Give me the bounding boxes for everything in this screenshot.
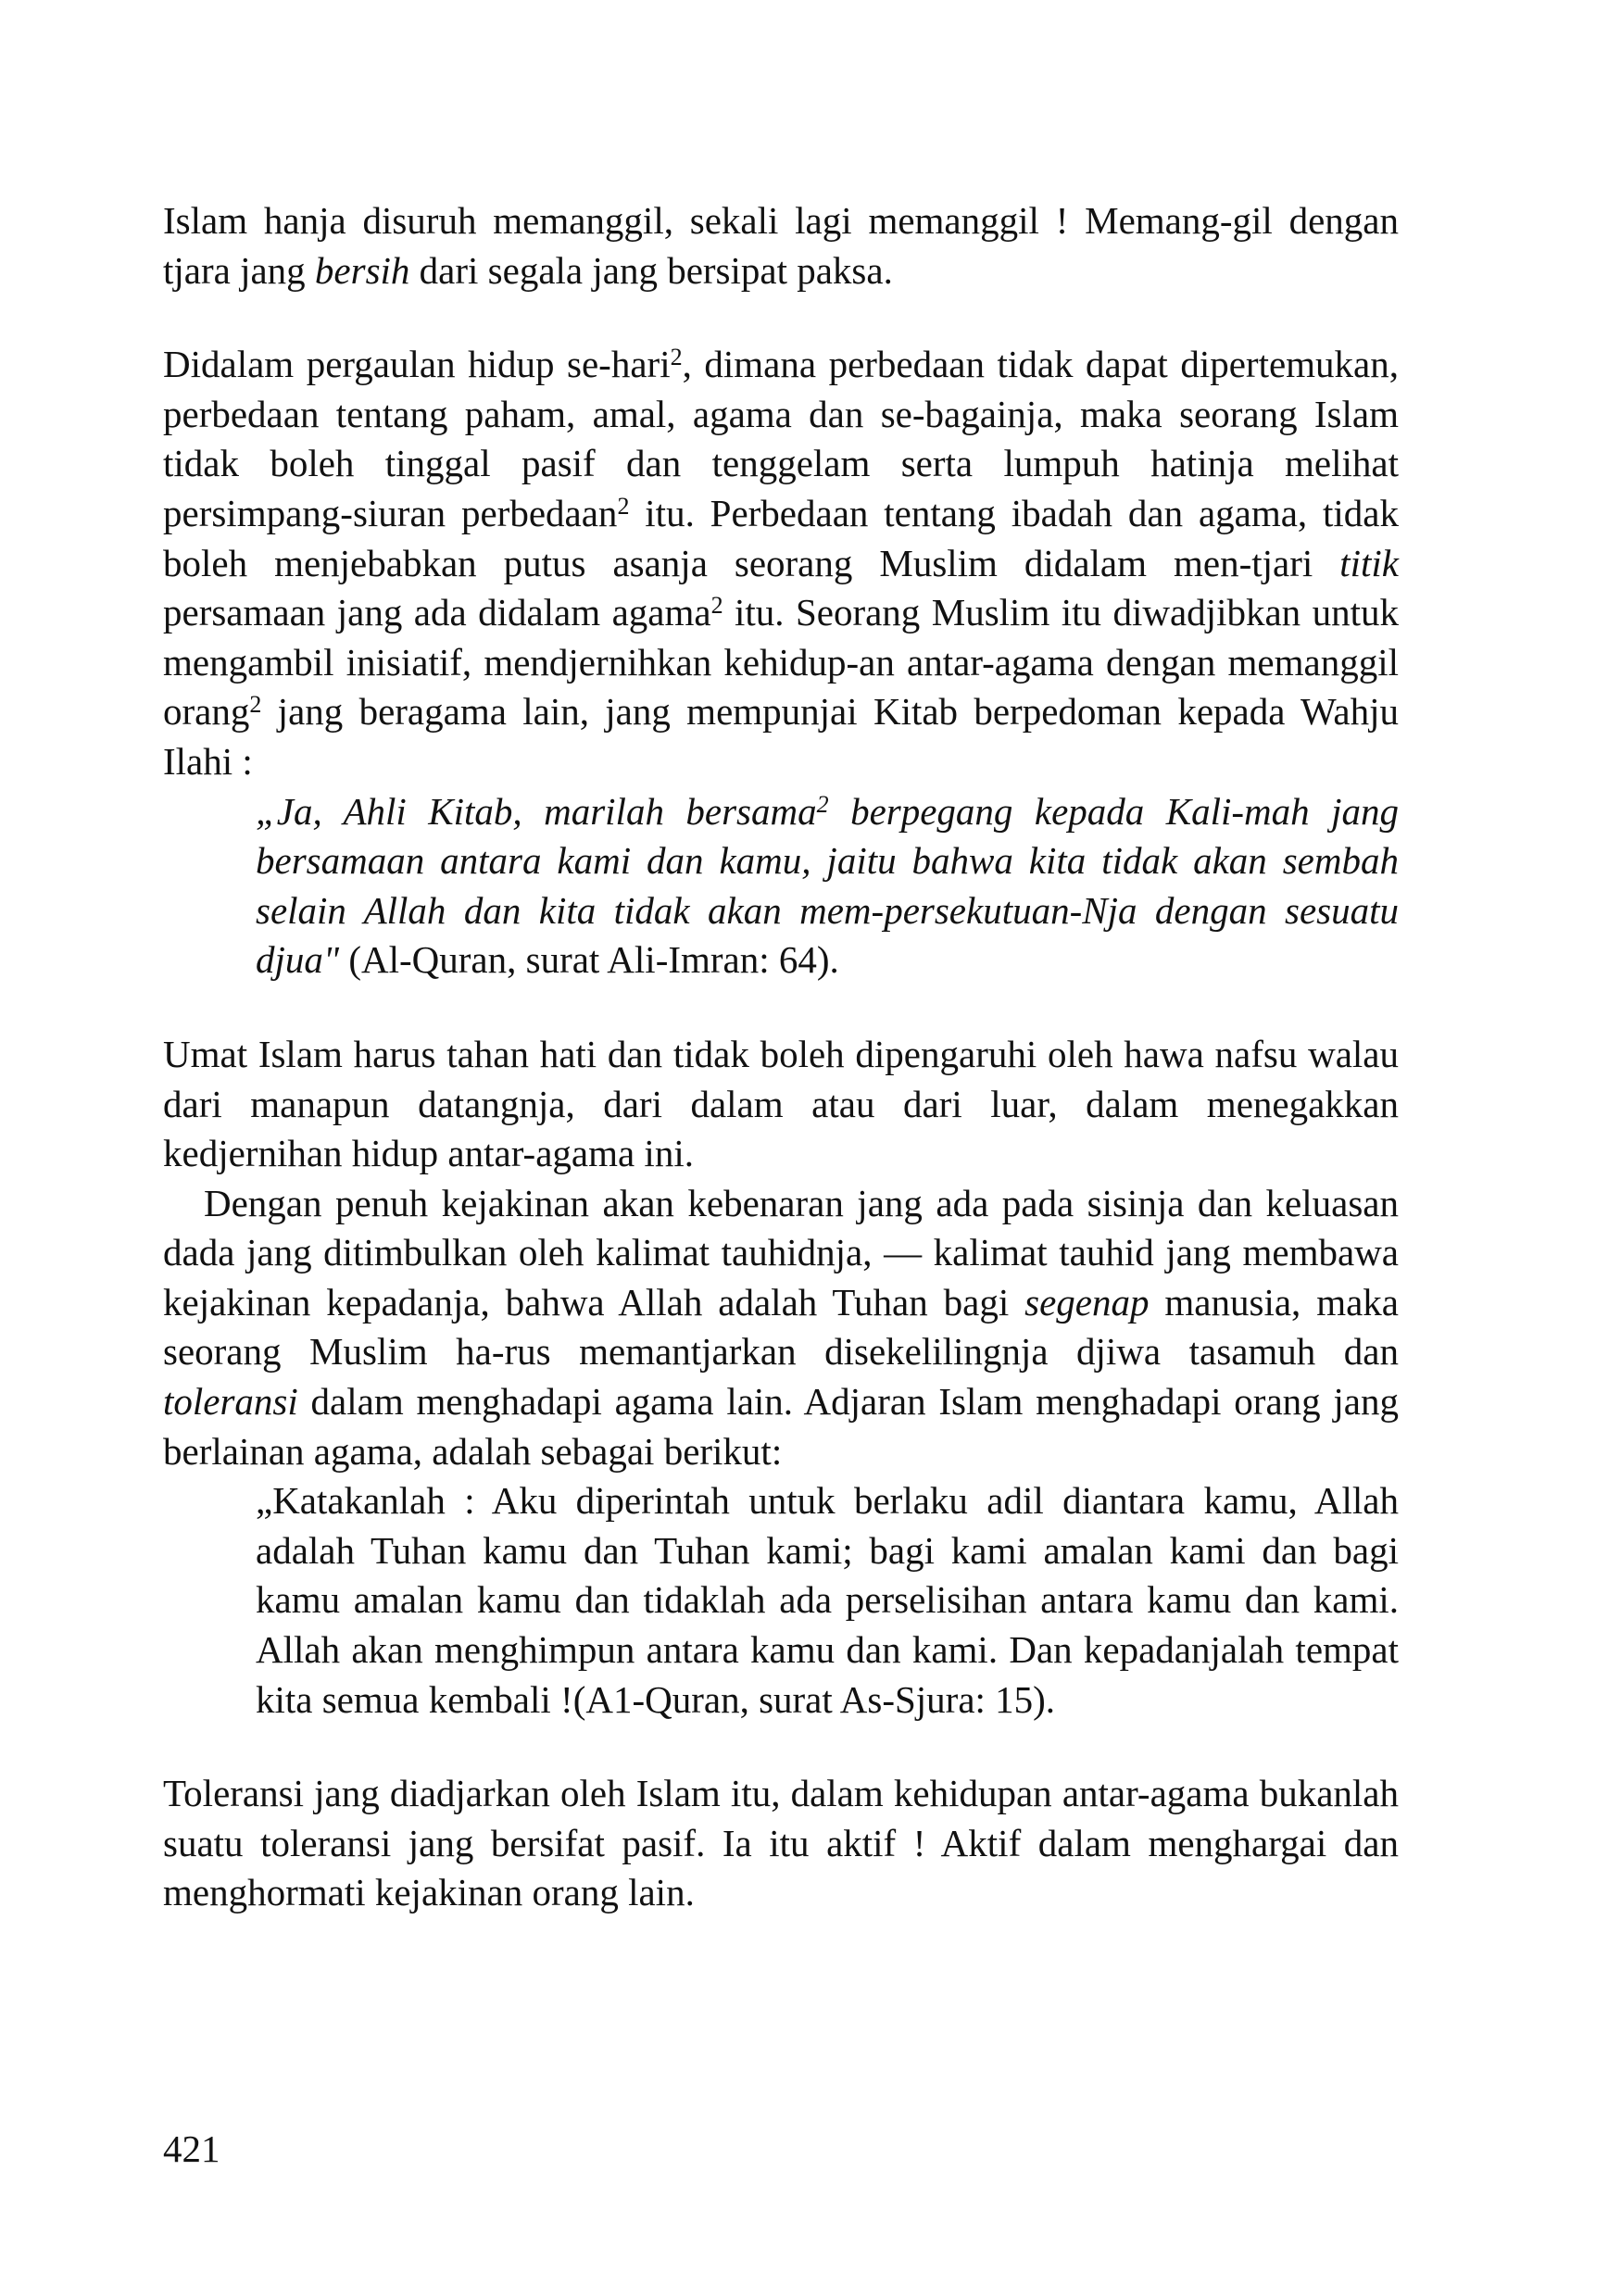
paragraph-2-text-c: itu. Perbedaan tentang ibadah dan agama, tidak boleh menjebabkan putus asanja seorang Muslim didalam men-tjari — [163, 491, 1399, 584]
paragraph-1-text-c: dari segala jang bersipat paksa. — [409, 248, 893, 292]
paragraph-2-sup-4: 2 — [249, 691, 262, 719]
paragraph-2-italic-titik: titik — [1339, 541, 1399, 584]
page-number: 421 — [163, 2127, 220, 2170]
paragraph-2-text-f: itu. Seorang Muslim itu diwadjibkan untuk mengambil inisiatif, mendjernihkan kehidup-an antar-agama dengan memanggil orang — [163, 591, 1399, 734]
paragraph-4-text-c: manusia, maka seorang Muslim ha-rus memantjarkan disekelilingnja djiwa tasamuh dan — [163, 1280, 1399, 1374]
paragraph-2-sup-1: 2 — [670, 344, 683, 371]
paragraph-spacer — [163, 1725, 1399, 1769]
quote-1-reference: (Al-Quran, surat Ali-Imran: 64). — [339, 938, 839, 982]
paragraph-1-text-a: Islam hanja disuruh memanggil, sekali lagi memanggil ! Memang-gil dengan tjara jang — [163, 199, 1399, 292]
paragraph-3: Umat Islam harus tahan hati dan tidak boleh dipengaruhi oleh hawa nafsu walau dari manapun datangnja, dari dalam atau dari luar, dalam menegakkan kedjernihan hidup antar-agama ini. — [163, 1032, 1399, 1175]
paragraph-4 — [163, 1179, 1399, 1477]
paragraph-2 — [163, 340, 1399, 786]
quote-1-text-b: berpegang kepada Kali-mah jang bersamaan antara kami dan kamu, jaitu bahwa kita tidak akan sembah selain Allah dan kita tidak akan mem-persekutuan-Nja dengan sesuatu djua" — [256, 789, 1399, 982]
paragraph-2-text-a: Didalam pergaulan hidup se-hari — [163, 343, 671, 386]
quote-as-sjura: „Katakanlah : Aku diperintah untuk berlaku adil diantara kamu, Allah adalah Tuhan kamu dan Tuhan kami; bagi kami amalan kami dan bagi kamu amalan kamu dan tidaklah ada perselisihan antara kamu dan kami. Allah akan menghimpun antara kamu dan kami. Dan kepadanjalah tempat kita semua kembali !(A1-Quran, surat As-Sjura: 15). — [256, 1479, 1399, 1721]
quote-1-sup: 2 — [816, 790, 829, 818]
paragraph-2-sup-3: 2 — [710, 592, 723, 620]
paragraph-2-sup-2: 2 — [617, 492, 630, 520]
paragraph-spacer — [163, 985, 1399, 1030]
paragraph-spacer — [163, 295, 1399, 340]
paragraph-2-text-b: , dimana perbedaan tidak dapat dipertemukan, perbedaan tentang paham, amal, agama dan se-bagainja, maka seorang Islam tidak boleh tinggal pasif dan tenggelam serta lumpuh hatinja melihat persimpang-siuran perbedaan — [163, 343, 1400, 534]
paragraph-2-text-e: persamaan jang ada didalam agama — [163, 591, 711, 634]
quote-ali-imran — [256, 787, 1399, 985]
paragraph-4-text-a: Dengan penuh kejakinan akan kebenaran jang ada pada sisinja dan keluasan dada jang ditimbulkan oleh kalimat tauhidnja, — kalimat tauhid jang membawa kejakinan kepadanja, bahwa Allah adalah Tuhan bagi — [163, 1181, 1399, 1324]
paragraph-1-italic-bersih: bersih — [314, 248, 410, 292]
paragraph-5: Toleransi jang diadjarkan oleh Islam itu, dalam kehidupan antar-agama bukanlah suatu toleransi jang bersifat pasif. Ia itu aktif ! Aktif dalam menghargai dan menghormati kejakinan orang lain. — [163, 1772, 1399, 1914]
quote-1-text-a: „Ja, Ahli Kitab, marilah bersama — [256, 789, 817, 833]
page-body — [163, 196, 1399, 1918]
paragraph-4-italic-toleransi: toleransi — [163, 1380, 298, 1424]
paragraph-2-text-g: jang beragama lain, jang mempunjai Kitab berpedoman kepada Wahju Ilahi : — [163, 690, 1399, 783]
paragraph-4-text-e: dalam menghadapi agama lain. Adjaran Islam menghadapi orang jang berlainan agama, adalah sebagai berikut: — [163, 1380, 1399, 1473]
paragraph-1 — [163, 196, 1399, 295]
paragraph-4-italic-segenap: segenap — [1024, 1280, 1150, 1324]
